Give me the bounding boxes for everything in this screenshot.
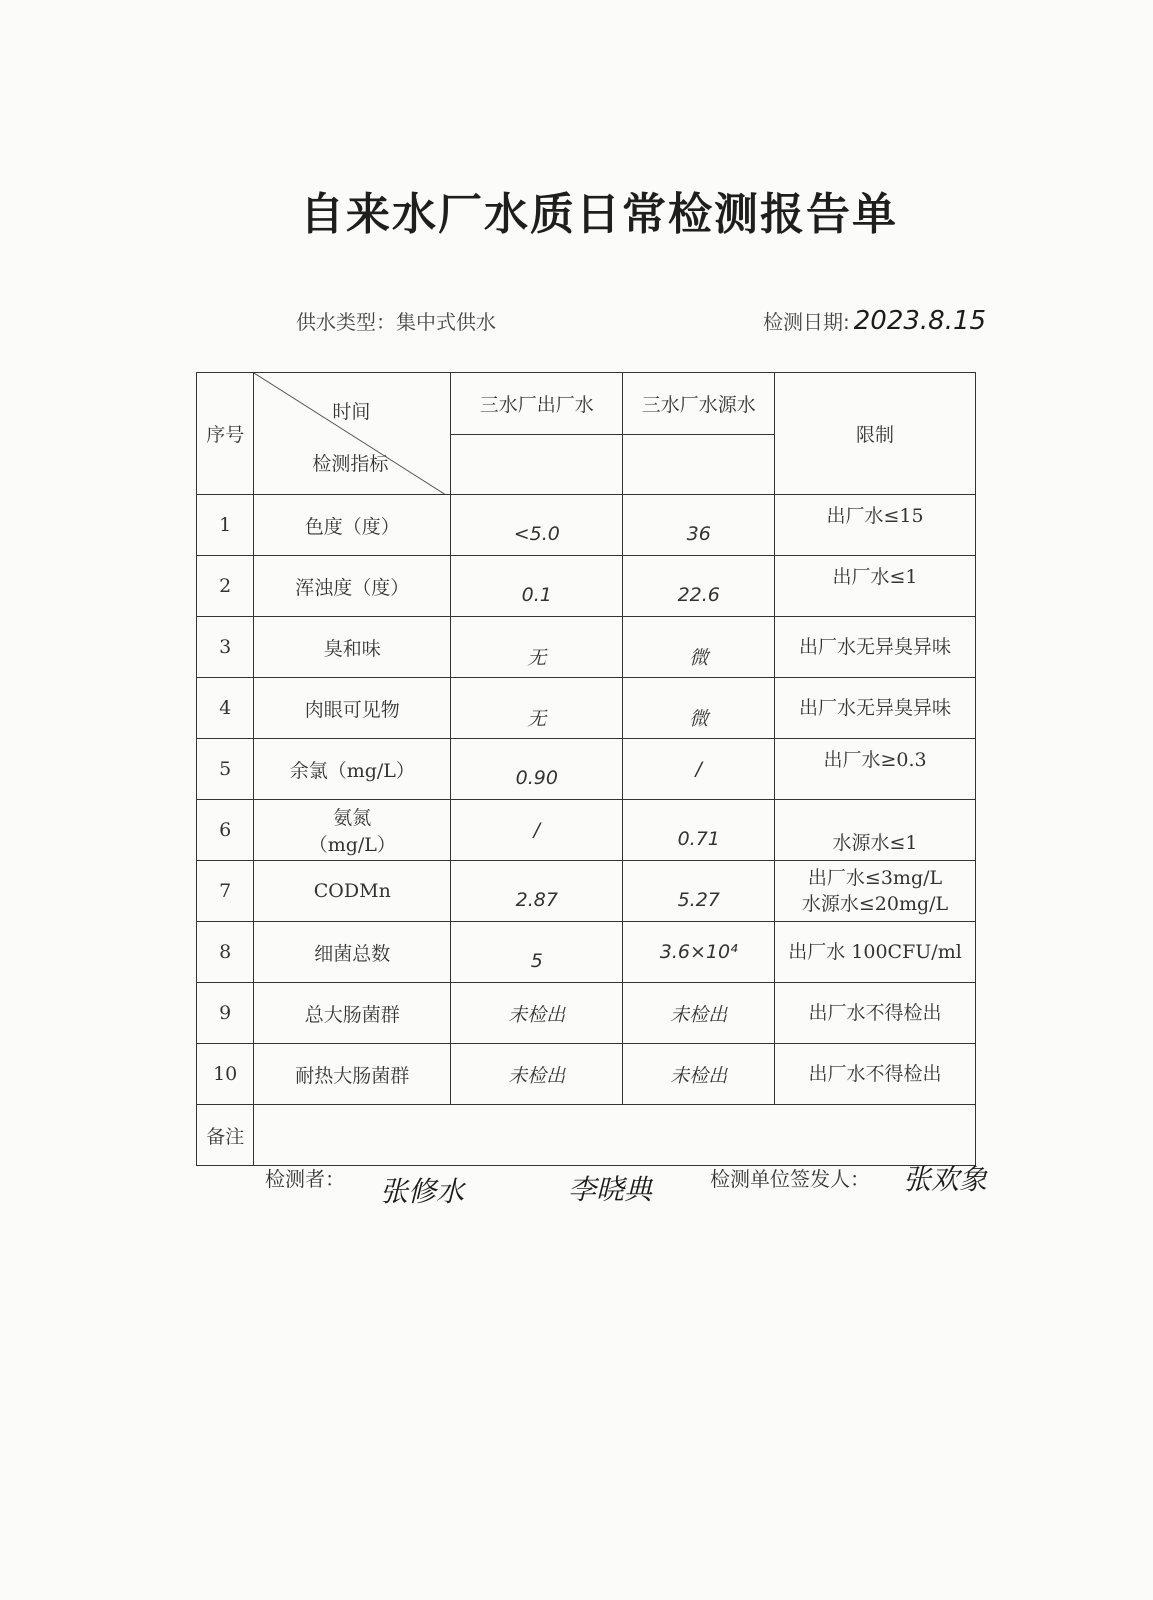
row-no: 8 [197,922,254,983]
table-row [197,861,976,922]
header-source-blank [623,435,775,495]
header-diagonal-cell [254,373,451,495]
tester-label: 检测者： [265,1167,345,1191]
row-no: 3 [197,617,254,678]
table-row [197,922,976,983]
row-no: 10 [197,1044,254,1105]
row-outlet: 无 [451,678,623,739]
row-outlet: 无 [451,617,623,678]
row-outlet: 5 [451,922,623,983]
row-outlet: 未检出 [451,983,623,1044]
row-no: 4 [197,678,254,739]
row-name: CODMn [254,861,451,922]
test-date-value: 2023.8.15 [853,306,987,336]
row-source: 0.71 [623,800,775,861]
row-limit-line1: 出厂水≤3mg/L [807,867,943,889]
row-name: 耐热大肠菌群 [254,1044,451,1105]
row-name: 肉眼可见物 [254,678,451,739]
row-name: 总大肠菌群 [254,983,451,1044]
row-limit: 出厂水不得检出 [775,983,976,1044]
row-limit: 出厂水不得检出 [775,1044,976,1105]
row-limit: 出厂水 100CFU/ml [775,922,976,983]
row-source: 36 [623,495,775,556]
report-table [196,372,976,1166]
row-outlet: 0.90 [451,739,623,800]
table-row [197,556,976,617]
notes-row [197,1105,976,1166]
header-time: 时间 [332,401,371,423]
row-name-line1: 氨氮 [333,807,372,829]
row-outlet: / [451,800,623,861]
header-seq: 序号 [197,373,254,495]
row-name-line2: （mg/L） [308,834,396,856]
table-row [197,800,976,861]
issuer-signature: 张欢象 [903,1163,988,1196]
row-limit: 出厂水≥0.3 [775,739,976,800]
table-row [197,983,976,1044]
row-source: 微 [623,678,775,739]
row-no: 2 [197,556,254,617]
row-source: 未检出 [623,983,775,1044]
test-date [763,306,986,336]
row-limit [775,861,976,922]
table-row [197,617,976,678]
row-no: 1 [197,495,254,556]
row-source: 22.6 [623,556,775,617]
row-name: 浑浊度（度） [254,556,451,617]
note-label: 备注 [197,1105,254,1166]
row-limit-line2: 水源水≤20mg/L [801,893,949,915]
header-outlet: 三水厂出厂水 [451,373,623,435]
supply-type [296,306,496,335]
report-title: 自来水厂水质日常检测报告单 [300,189,898,240]
tester-signature-1: 张修水 [380,1175,465,1208]
supply-type-label: 供水类型： [296,310,396,334]
row-name: 细菌总数 [254,922,451,983]
diagonal-line [254,373,446,495]
header-limit: 限制 [775,373,976,495]
row-source: 微 [623,617,775,678]
row-no: 6 [197,800,254,861]
header-source: 三水厂水源水 [623,373,775,435]
row-no: 5 [197,739,254,800]
note-content [254,1105,976,1166]
row-limit: 出厂水无异臭异味 [775,617,976,678]
row-source: 5.27 [623,861,775,922]
row-limit: 水源水≤1 [775,800,976,861]
row-outlet: 0.1 [451,556,623,617]
tester-signature-2: 李晓典 [568,1173,653,1206]
table-row [197,495,976,556]
row-source: / [623,739,775,800]
table-row [197,678,976,739]
header-indicator: 检测指标 [312,453,389,475]
row-name [254,800,451,861]
row-no: 9 [197,983,254,1044]
table-row [197,1044,976,1105]
row-limit: 出厂水≤15 [775,495,976,556]
issuer-label: 检测单位签发人： [710,1167,870,1191]
row-source: 未检出 [623,1044,775,1105]
test-date-label: 检测日期: [763,310,850,334]
row-limit: 出厂水无异臭异味 [775,678,976,739]
row-outlet: 2.87 [451,861,623,922]
row-source: 3.6×10⁴ [623,922,775,983]
row-name: 余氯（mg/L） [254,739,451,800]
row-name: 色度（度） [254,495,451,556]
table-row [197,739,976,800]
row-name: 臭和味 [254,617,451,678]
row-outlet: 未检出 [451,1044,623,1105]
supply-type-value: 集中式供水 [396,310,496,334]
header-outlet-blank [451,435,623,495]
row-limit: 出厂水≤1 [775,556,976,617]
row-outlet: <5.0 [451,495,623,556]
row-no: 7 [197,861,254,922]
